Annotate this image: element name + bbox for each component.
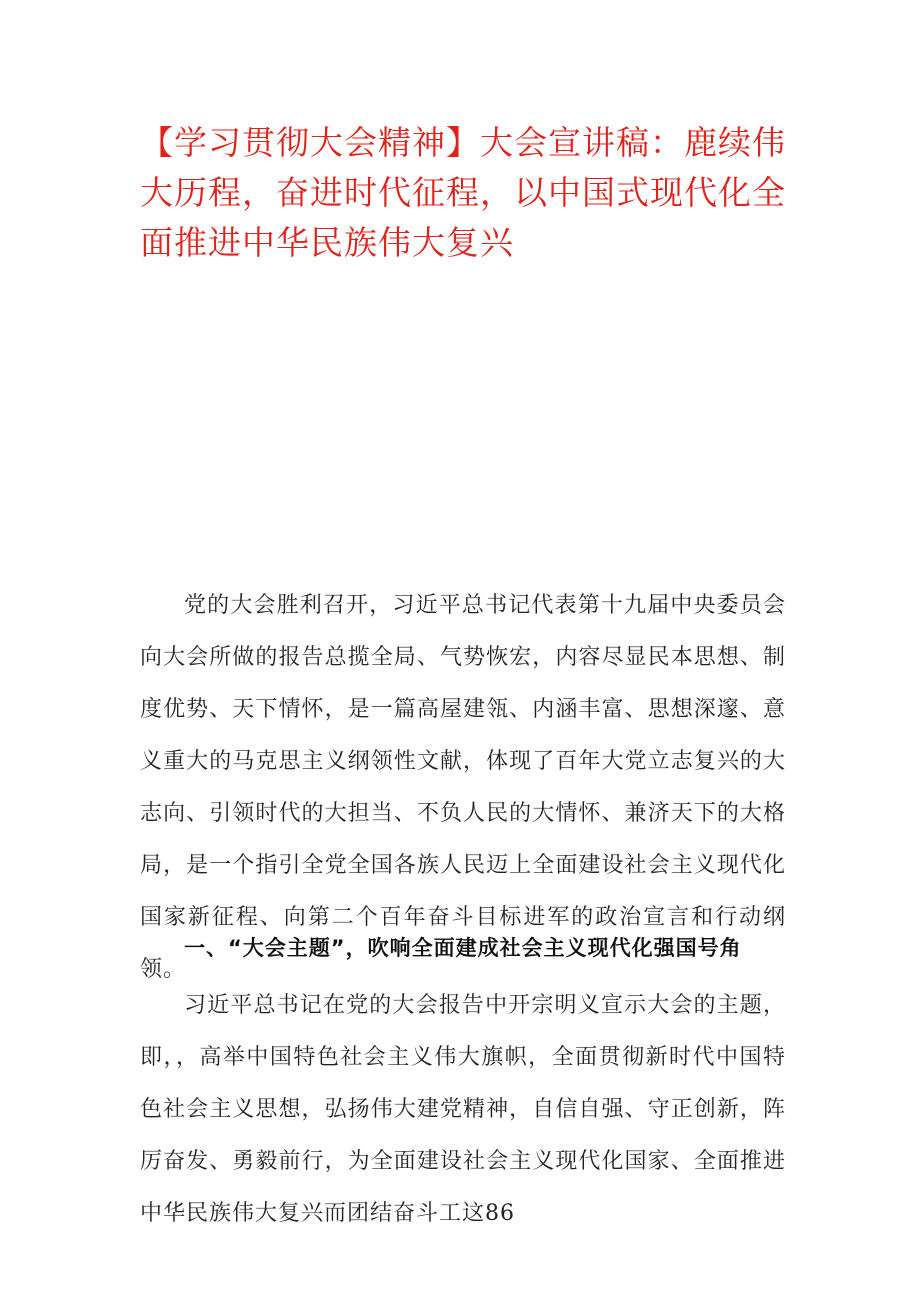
section-paragraph: 习近平总书记在党的大会报告中开宗明义宣示大会的主题，即，，高举中国特色社会主义伟大旗帜，全面贯彻新时代中国特色社会主义思想，弘扬伟大建党精神，自信自强、守正创新，阵厉奋发、勇毅前行，为全面建设社会主义现代化国家、全面推进中华民族伟大复兴而团结奋斗工这86 [140, 993, 786, 1226]
document-title: 【学习贯彻大会精神】大会宣讲稿：鹿续伟大历程，奋进时代征程，以中国式现代化全面推进中华民族伟大复兴 [140, 123, 786, 262]
intro-paragraph: 党的大会胜利召开，习近平总书记代表第十九届中央委员会向大会所做的报告总揽全局、气势恢宏，内容尽显民本思想、制度优势、天下情怀，是一篇高屋建瓴、内涵丰富、思想深邃、意义重大的马克思主义纲领性文献，体现了百年大党立志复兴的大志向、引领时代的大担当、不负人民的大情怀、兼济天下的大格局，是一个指引全党全国各族人民迈上全面建设社会主义现代化国家新征程、向第二个百年奋斗目标进军的政治宣言和行动纲领。 [140, 593, 786, 982]
section-heading: 一、“大会主题”，吹响全面建成社会主义现代化强国号角 [184, 936, 742, 960]
